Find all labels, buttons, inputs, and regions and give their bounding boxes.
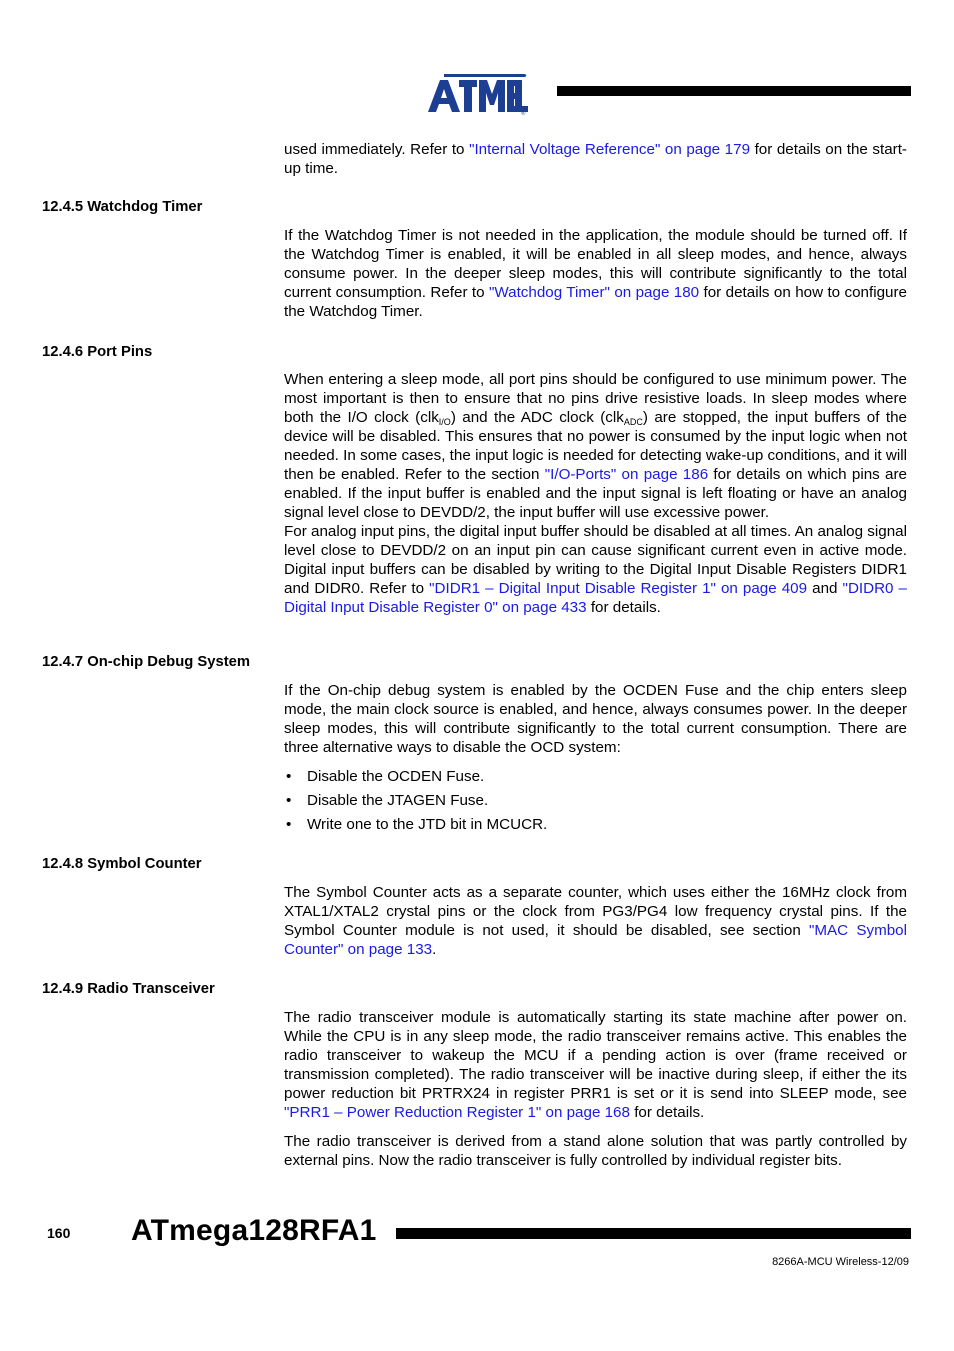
symbol-counter-text: The Symbol Counter acts as a separate counter, which uses either the 16MHz clock from XTAL1/XTAL2 crystal pins or the clock from PG3/PG4 low frequency crystal pins. If the Symbol Counter module is not used, it should be disabled, see section bbox=[284, 884, 907, 939]
radio-text-tail: for details. bbox=[629, 1104, 705, 1121]
bullet-icon: • bbox=[286, 792, 292, 809]
debug-paragraph: If the On-chip debug system is enabled by the OCDEN Fuse and the chip enters sleep mode, the main clock source is enabled, and hence, always consumes power. In the deeper sleep modes, this will contribute significantly to the total current consumption. There are three alternative ways to disable the OCD system: bbox=[284, 682, 907, 756]
link-io-ports[interactable]: "I/O-Ports" on page 186 bbox=[544, 466, 709, 483]
page-number: 160 bbox=[47, 1225, 71, 1241]
svg-text:®: ® bbox=[521, 111, 526, 116]
link-prr1[interactable]: "PRR1 – Power Reduction Register 1" on page 168 bbox=[284, 1104, 630, 1121]
bullet-icon: • bbox=[286, 816, 292, 833]
list-item bbox=[284, 815, 907, 839]
list-item bbox=[284, 791, 907, 815]
radio-paragraph-2: The radio transceiver is derived from a stand alone solution that was partly controlled by external pins. Now the radio transceiver is fully controlled by individual register bits. bbox=[284, 1133, 907, 1169]
radio-paragraph-1 bbox=[284, 1008, 907, 1122]
symbol-counter-text-tail: . bbox=[432, 941, 437, 958]
subscript-io: I/O bbox=[438, 417, 451, 427]
port-pins-text-c: ) are stopped, the input buffers of the device will be disabled. This ensures that no power is consumed by the input logic when not needed. In some cases, the input logic is needed for detecting wake-up conditions, and it will then be enabled. Refer to the section bbox=[284, 409, 907, 483]
port-pins-body bbox=[284, 370, 907, 617]
watchdog-text: If the Watchdog Timer is not needed in the application, the module should be turned off. If the Watchdog Timer is enabled, it will be enabled in all sleep modes, and hence, always consume power. In the deeper sleep modes, this will contribute significantly to the total current consumption. Refer to bbox=[284, 227, 907, 301]
bullet-icon: • bbox=[286, 768, 292, 785]
watchdog-text-tail: for details on how to configure the Watchdog Timer. bbox=[284, 284, 907, 320]
port-pins-p2-text-b: and bbox=[807, 580, 843, 597]
link-didr1[interactable]: "DIDR1 – Digital Input Disable Register 1" on page 409 bbox=[429, 580, 808, 597]
header-rule bbox=[557, 86, 911, 96]
atmel-logo bbox=[426, 68, 530, 116]
link-watchdog-timer[interactable]: "Watchdog Timer" on page 180 bbox=[488, 284, 700, 301]
intro-paragraph bbox=[284, 140, 907, 178]
link-mac-symbol-counter[interactable]: "MAC Symbol Counter" on page 133 bbox=[284, 922, 907, 958]
bullet-text: Write one to the JTD bit in MCUCR. bbox=[307, 816, 548, 833]
port-pins-paragraph-2 bbox=[284, 522, 907, 617]
debug-bullet-list bbox=[284, 767, 907, 839]
port-pins-p2-text-c: for details. bbox=[586, 599, 661, 616]
port-pins-text-d: for details on which pins are enabled. If the input buffer is enabled and the input signal is left floating or have an analog signal level close to DEVDD/2, the input buffer will use excessive power. bbox=[284, 466, 907, 521]
port-pins-text-b: ) and the ADC clock (clk bbox=[450, 409, 624, 426]
link-didr0[interactable]: "DIDR0 – Digital Input Disable Register 0" on page 433 bbox=[284, 580, 908, 616]
document-code: 8266A-MCU Wireless-12/09 bbox=[772, 1256, 909, 1268]
port-pins-paragraph-1 bbox=[284, 370, 907, 522]
debug-body bbox=[284, 681, 907, 839]
symbol-counter-paragraph bbox=[284, 883, 907, 959]
heading-on-chip-debug-system: 12.4.7 On-chip Debug System bbox=[42, 654, 251, 670]
link-internal-voltage-reference[interactable]: "Internal Voltage Reference" on page 179 bbox=[469, 141, 751, 158]
footer-rule bbox=[396, 1228, 911, 1239]
radio-body bbox=[284, 1008, 907, 1170]
intro-text-tail: for details on the start-up time. bbox=[284, 141, 907, 177]
subscript-adc: ADC bbox=[623, 417, 643, 427]
heading-watchdog-timer: 12.4.5 Watchdog Timer bbox=[42, 199, 203, 215]
watchdog-paragraph bbox=[284, 226, 907, 321]
list-item bbox=[284, 767, 907, 791]
port-pins-p2-text-a: For analog input pins, the digital input buffer should be disabled at all times. An analog signal level close to DEVDD/2 on an input pin can cause significant current even in active mode. Digital input buffers can be disabled by writing to the Digital Input Disable Registers DIDR1 and DIDR0. Refer to bbox=[284, 523, 907, 597]
port-pins-text-a: When entering a sleep mode, all port pins should be configured to use minimum power. The most important is then to ensure that no pins drive resistive loads. In sleep modes where both the I/O clock (clk bbox=[284, 371, 907, 426]
intro-text: used immediately. Refer to bbox=[284, 141, 470, 158]
heading-radio-transceiver: 12.4.9 Radio Transceiver bbox=[42, 981, 215, 997]
heading-symbol-counter: 12.4.8 Symbol Counter bbox=[42, 856, 202, 872]
bullet-text: Disable the OCDEN Fuse. bbox=[307, 768, 485, 785]
product-title: ATmega128RFA1 bbox=[131, 1214, 377, 1247]
bullet-text: Disable the JTAGEN Fuse. bbox=[307, 792, 489, 809]
heading-port-pins: 12.4.6 Port Pins bbox=[42, 344, 153, 360]
radio-text: The radio transceiver module is automatically starting its state machine after power on. While the CPU is in any sleep mode, the radio transceiver remains active. This enables the radio transceiver to wakeup the MCU if a pending action is over (frame received or transmission completed). The radio transceiver will be inactive during sleep, if either the its power reduction bit PRTRX24 in register PRR1 is set or it is send into SLEEP mode, see bbox=[284, 1009, 907, 1102]
